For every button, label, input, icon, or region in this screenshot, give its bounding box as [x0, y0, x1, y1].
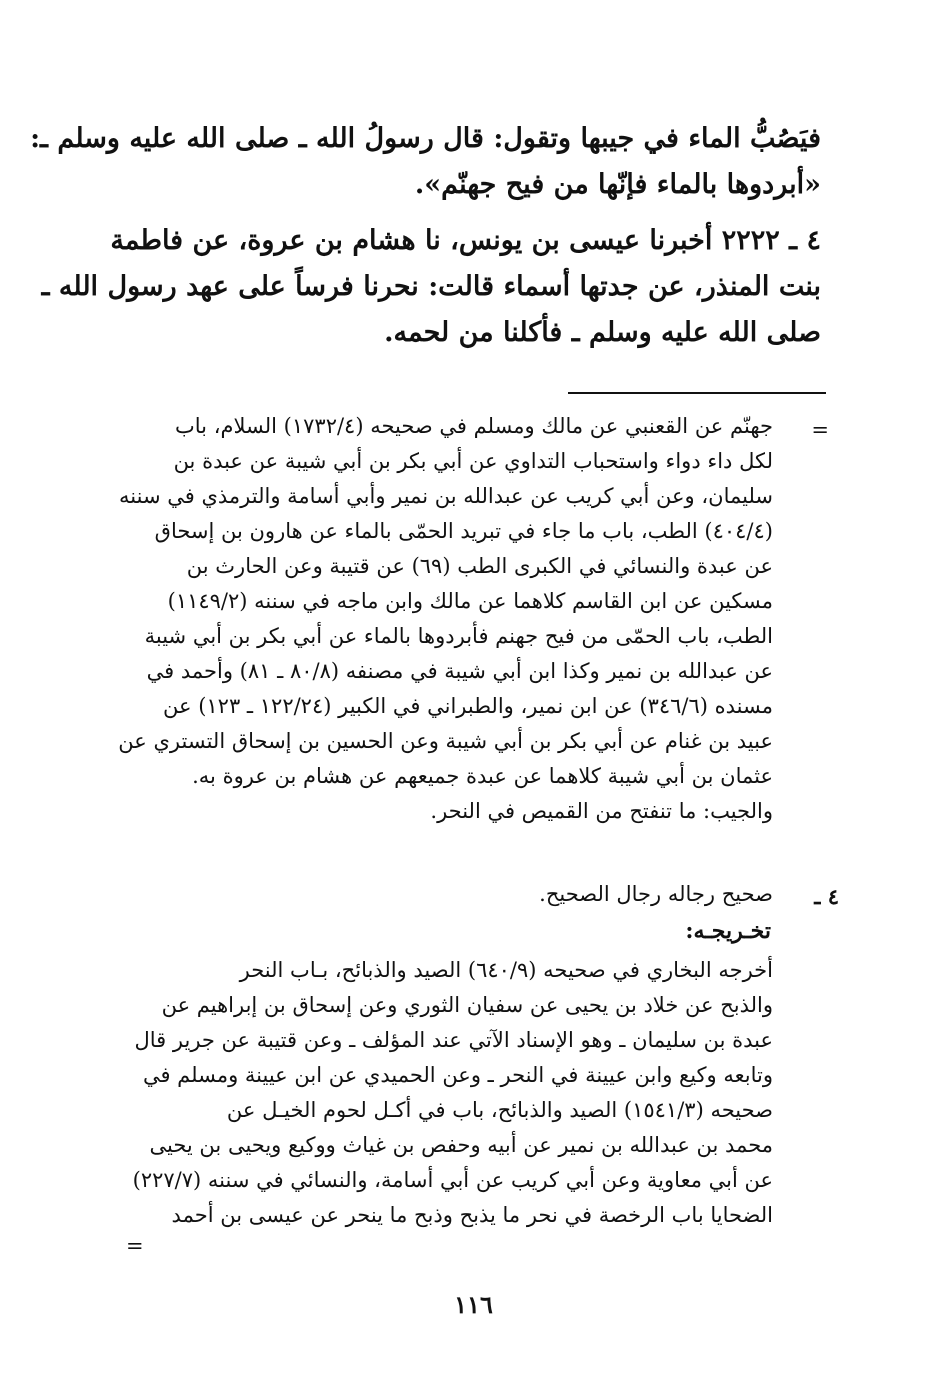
footnote-line: (٤٠٤/٤) الطب، باب ما جاء في تبريد الحمّى بالماء عن هارون بن إسحاق: [154, 519, 773, 543]
footnote-4-marker: ٤ ـ: [814, 884, 839, 909]
footnote-separator: [568, 392, 826, 394]
hadith-2222-line: ٤ ـ ٢٢٢٢ أخبرنا عيسى بن يونس، نا هشام بن عروة، عن فاطمة: [110, 225, 821, 256]
takhrij-line: عن أبي معاوية وعن أبي كريب عن أبي أسامة، والنسائي في سننه (٢٢٧/٧): [132, 1168, 773, 1192]
main-line: «أبردوها بالماء فإنّها من فيح جهنّم».: [414, 169, 821, 200]
main-line: صلى الله عليه وسلم ـ فأكلنا من لحمه.: [384, 317, 821, 348]
main-line: فيَصُبُّ الماء في جيبها وتقول: قال رسولُ الله ـ صلى الله عليه وسلم ـ:: [30, 123, 821, 154]
takhrij-line: وتابعه وكيع وابن عيينة في النحر ـ وعن الحميدي عن ابن عيينة ومسلم في: [142, 1063, 773, 1087]
footnote-line: عثمان بن أبي شيبة كلاهما عن عبدة جميعهم عن هشام بن عروة به.: [192, 764, 773, 788]
takhrij-body: [133, 960, 773, 1240]
footnote-continuation-marker: =: [811, 418, 829, 442]
takhrij-line: والذبح عن خلاد بن يحيى عن سفيان الثوري وعن إسحاق بن إبراهيم عن: [161, 993, 773, 1017]
footnote-line: لكل داء دواء واستحباب التداوي عن أبي بكر بن أبي شيبة عن عبدة بن: [173, 449, 773, 473]
page-number: ١١٦: [454, 1290, 493, 1319]
footnote-line: الطب، باب الحمّى من فيح جهنم فأبردوها بالماء عن أبي بكر بن أبي شيبة: [144, 624, 773, 648]
footnote-4-text: صحيح رجاله رجال الصحيح.: [539, 882, 773, 906]
footnote-line: مسكين عن ابن القاسم كلاهما عن مالك وابن ماجه في سننه (١١٤٩/٢): [167, 589, 773, 613]
footnote-4: [133, 884, 773, 905]
takhrij-line: عبدة بن سليمان ـ وهو الإسناد الآتي عند المؤلف ـ وعن قتيبة عن جرير قال: [134, 1028, 773, 1052]
footnote-line: عن عبدالله بن نمير وكذا ابن أبي شيبة في مصنفه (٨٠/٨ ـ ٨١) وأحمد في: [146, 659, 773, 683]
footnote-line: جهنّم عن القعنبي عن مالك ومسلم في صحيحه (١٧٣٢/٤) السلام، باب: [175, 414, 773, 438]
takhrij-continuation-marker: =: [126, 1234, 144, 1258]
takhrij-line: محمد بن عبدالله بن نمير عن أبيه وحفص بن غياث ووكيع ويحيى بن يحيى: [149, 1133, 773, 1157]
footnote-line: مسنده (٣٤٦/٦) عن ابن نمير، والطبراني في الكبير (١٢٢/٢٤ ـ ١٢٣) عن: [163, 694, 773, 718]
main-line: بنت المنذر، عن جدتها أسماء قالت: نحرنا فرساً على عهد رسول الله ـ: [41, 271, 821, 302]
takhrij-line: أخرجه البخاري في صحيحه (٦٤٠/٩) الصيد والذبائح، بـاب النحر: [239, 958, 773, 982]
footnote-line: سليمان، وعن أبي كريب عن عبدالله بن نمير وأبي أسامة والترمذي في سننه: [119, 484, 773, 508]
takhrij-line: الضحايا باب الرخصة في نحر ما يذبح وذبح ما ينحر عن عيسى بن أحمد: [171, 1203, 773, 1227]
takhrij-line: صحيحه (١٥٤١/٣) الصيد والذبائح، باب في أكـل لحوم الخيـل عن: [226, 1098, 773, 1122]
main-text: [30, 123, 821, 365]
footnote-line: عبيد بن غنام عن أبي بكر بن أبي شيبة وعن الحسين بن إسحاق التستري عن: [118, 729, 773, 753]
footnote-line: والجيب: ما تنفتح من القميص في النحر.: [430, 799, 773, 823]
footnote-line: عن عبدة والنسائي في الكبرى الطب (٦٩) عن قتيبة وعن الحارث بن: [186, 554, 773, 578]
footnote-top: [118, 414, 773, 836]
takhrij-heading: تخـريجـه:: [685, 918, 771, 944]
